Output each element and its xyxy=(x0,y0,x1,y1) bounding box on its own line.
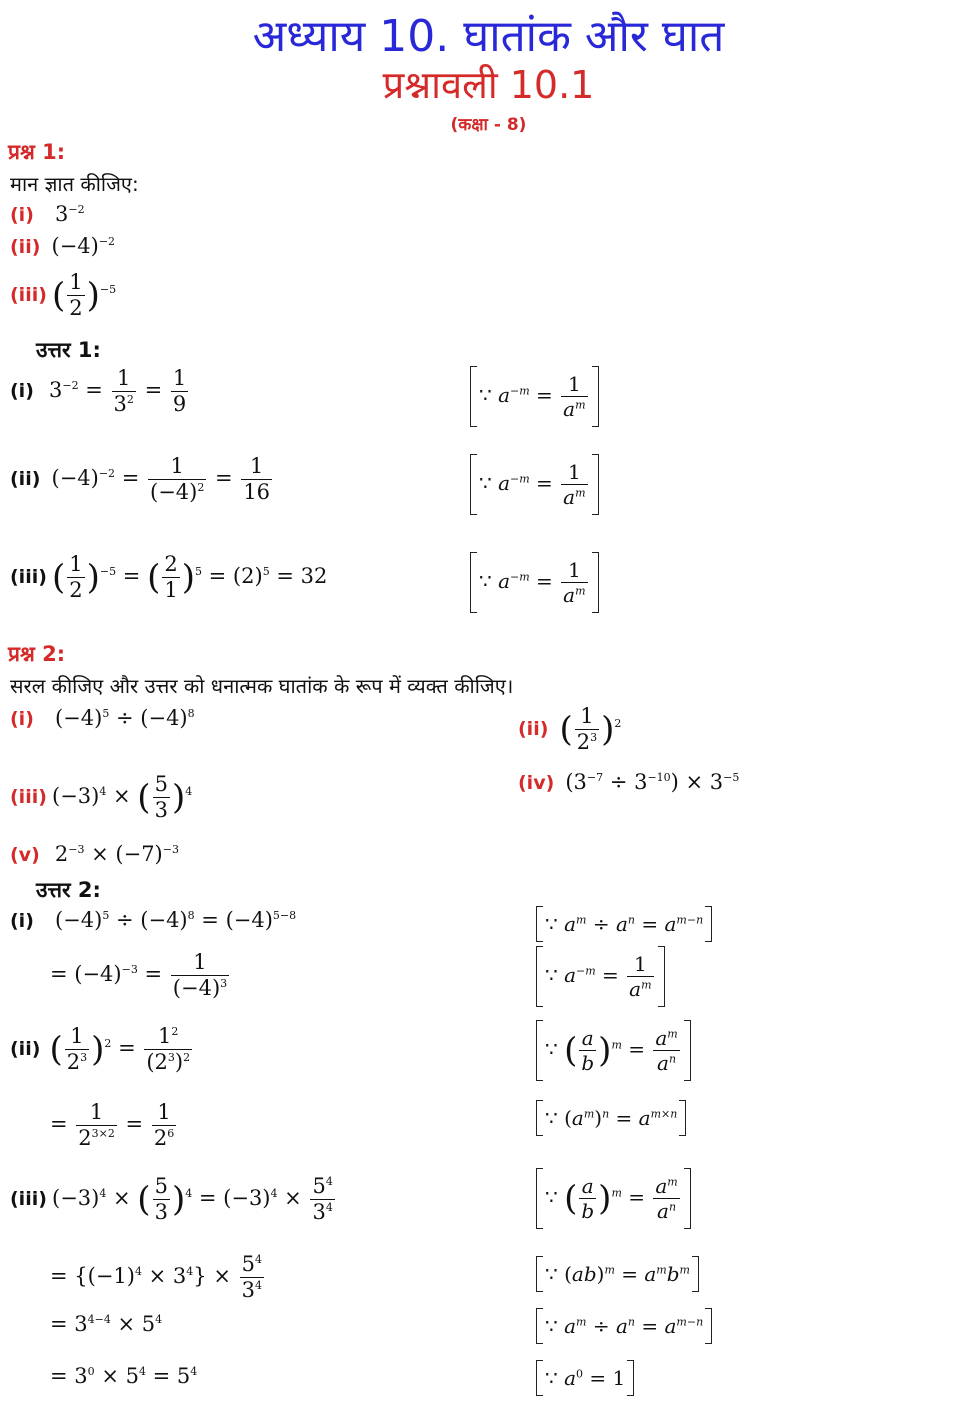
a2-rule-i-1: ∵ $a^m \div a^n = a^{m-n}$ xyxy=(536,906,712,942)
a2-part-i-line-1: (i) $(-4)^5 \div (-4)^8 = (-4)^{5-8}$ xyxy=(10,908,297,932)
a2-rule-i-2: ∵ $a^{-m}$ = $\frac{1}{a^m}$ xyxy=(536,946,665,1007)
a1-part-i xyxy=(10,366,190,417)
q1-label-iii: (iii) xyxy=(10,284,47,307)
a1-expr-iii: ( $\frac{1}{2}$ )$^{-5}$ = ( $\frac{2}{1}$ )$^5 = (2)^5 = 32$ xyxy=(52,552,328,603)
exercise-title: प्रश्नावली 10.1 xyxy=(382,63,595,107)
a2-rule-iii-4: ∵ $a^0 = 1$ xyxy=(536,1360,634,1396)
q1-label-ii: (ii) xyxy=(10,236,41,258)
q2-label-v: (v) xyxy=(10,844,40,866)
q1-expr-i: $3^{-2}$ xyxy=(54,202,85,226)
question-1-heading: प्रश्न 1: xyxy=(8,140,66,164)
a1-expr-i: $3^{-2}$ = $\frac{1}{3^2}$ = $\frac{1}{9}$ xyxy=(48,366,187,417)
q1-part-ii xyxy=(10,234,115,258)
q2-label-iii: (iii) xyxy=(10,786,47,809)
a2-part-iii-line-3: = $3^{4-4} \times 5^4$ xyxy=(50,1312,163,1336)
a2-rule-ii-1: ∵ ( $\frac{a}{b}$ )$^m$ = $\frac{a^m}{a^n}$ xyxy=(536,1020,691,1081)
q1-label-i: (i) xyxy=(10,204,34,226)
a2-rule-iii-1: ∵ ( $\frac{a}{b}$ )$^m$ = $\frac{a^m}{a^n}$ xyxy=(536,1168,691,1229)
question-2-instruction: सरल कीजिए और उत्तर को धनात्मक घातांक के रूप में व्यक्त कीजिए। xyxy=(10,674,514,698)
a1-expr-ii: $(-4)^{-2}$ = $\frac{1}{(-4)^2}$ = $\frac{1}{16}$ xyxy=(51,454,271,505)
chapter-title: अध्याय 10. घातांक और घात xyxy=(252,11,725,62)
question-1-instruction: मान ज्ञात कीजिए: xyxy=(10,172,139,196)
a2-part-i-line-2: = $(-4)^{-3}$ = $\frac{1}{(-4)^3}$ xyxy=(50,950,228,1001)
a1-label-i: (i) xyxy=(10,380,34,403)
question-2-heading: प्रश्न 2: xyxy=(8,642,66,666)
a1-rule-ii: ∵ $a^{-m}$ = $\frac{1}{a^m}$ xyxy=(470,454,599,515)
q2-part-iv xyxy=(518,770,739,794)
a1-label-ii: (ii) xyxy=(10,468,41,491)
a1-part-ii xyxy=(10,454,274,505)
a1-final-value: 32 xyxy=(300,564,328,589)
answer-2-heading: उत्तर 2: xyxy=(36,878,101,902)
q2-label-iv: (iv) xyxy=(518,772,555,794)
q2-expr-ii: ( $\frac{1}{2^3}$ )$^2$ xyxy=(559,704,622,755)
q2-label-i: (i) xyxy=(10,708,34,730)
q1-expr-iii: ( $\frac{1}{2}$ )$^{-5}$ xyxy=(52,270,117,321)
a2-rule-iii-3: ∵ $a^m \div a^n = a^{m-n}$ xyxy=(536,1308,712,1344)
a2-part-ii-line-1: (ii) ( $\frac{1}{2^3}$ )$^2$ = $\frac{1^2}{(2^3)^2}$ xyxy=(10,1024,191,1075)
q1-expr-ii: $(-4)^{-2}$ xyxy=(51,234,116,258)
q2-label-ii: (ii) xyxy=(518,718,549,741)
q2-expr-i: $(-4)^5 \div (-4)^8$ xyxy=(54,706,195,730)
q2-expr-v: $2^{-3} \times (-7)^{-3}$ xyxy=(54,842,179,866)
q2-part-i xyxy=(10,706,195,730)
q2-expr-iv: $(3^{-7} \div 3^{-10}) \times 3^{-5}$ xyxy=(565,770,740,794)
a1-rule-i: ∵ $a^{-m}$ = $\frac{1}{a^m}$ xyxy=(470,366,599,427)
q2-part-ii xyxy=(518,704,621,755)
a2-part-iii-line-4: = $3^0 \times 5^4 = 5^4$ xyxy=(50,1364,198,1388)
q1-part-i xyxy=(10,202,85,226)
q2-part-v xyxy=(10,842,179,866)
a1-part-iii xyxy=(10,552,327,603)
a2-part-iii-line-1: (iii) $(-3)^4$ × ( $\frac{5}{3}$ )$^4 = (-3)^4$ × $\frac{5^4}{3^4}$ xyxy=(10,1174,333,1225)
a1-rule-iii: ∵ $a^{-m}$ = $\frac{1}{a^m}$ xyxy=(470,552,599,613)
a2-label-ii: (ii) xyxy=(10,1038,41,1061)
q2-expr-iii: $(-3)^4$ × ( $\frac{5}{3}$ )$^4$ xyxy=(52,772,193,823)
a1-label-iii: (iii) xyxy=(10,566,47,589)
a2-part-ii-line-2: = $\frac{1}{2^{3\times 2}}$ = $\frac{1}{2^6}$ xyxy=(50,1100,175,1151)
a2-rule-ii-2: ∵ $(a^m)^n = a^{m\times n}$ xyxy=(536,1100,686,1136)
q2-part-iii xyxy=(10,772,192,823)
a2-label-i: (i) xyxy=(10,910,34,932)
a2-label-iii: (iii) xyxy=(10,1188,47,1211)
answer-1-heading: उत्तर 1: xyxy=(36,338,101,362)
a2-rule-iii-2: ∵ $(ab)^m = a^mb^m$ xyxy=(536,1256,699,1292)
grade-label: (कक्षा - 8) xyxy=(450,115,527,135)
a2-part-iii-line-2: = $\{(-1)^4 \times 3^4\}$ × $\frac{5^4}{3^4}$ xyxy=(50,1252,262,1303)
q1-part-iii xyxy=(10,270,116,321)
